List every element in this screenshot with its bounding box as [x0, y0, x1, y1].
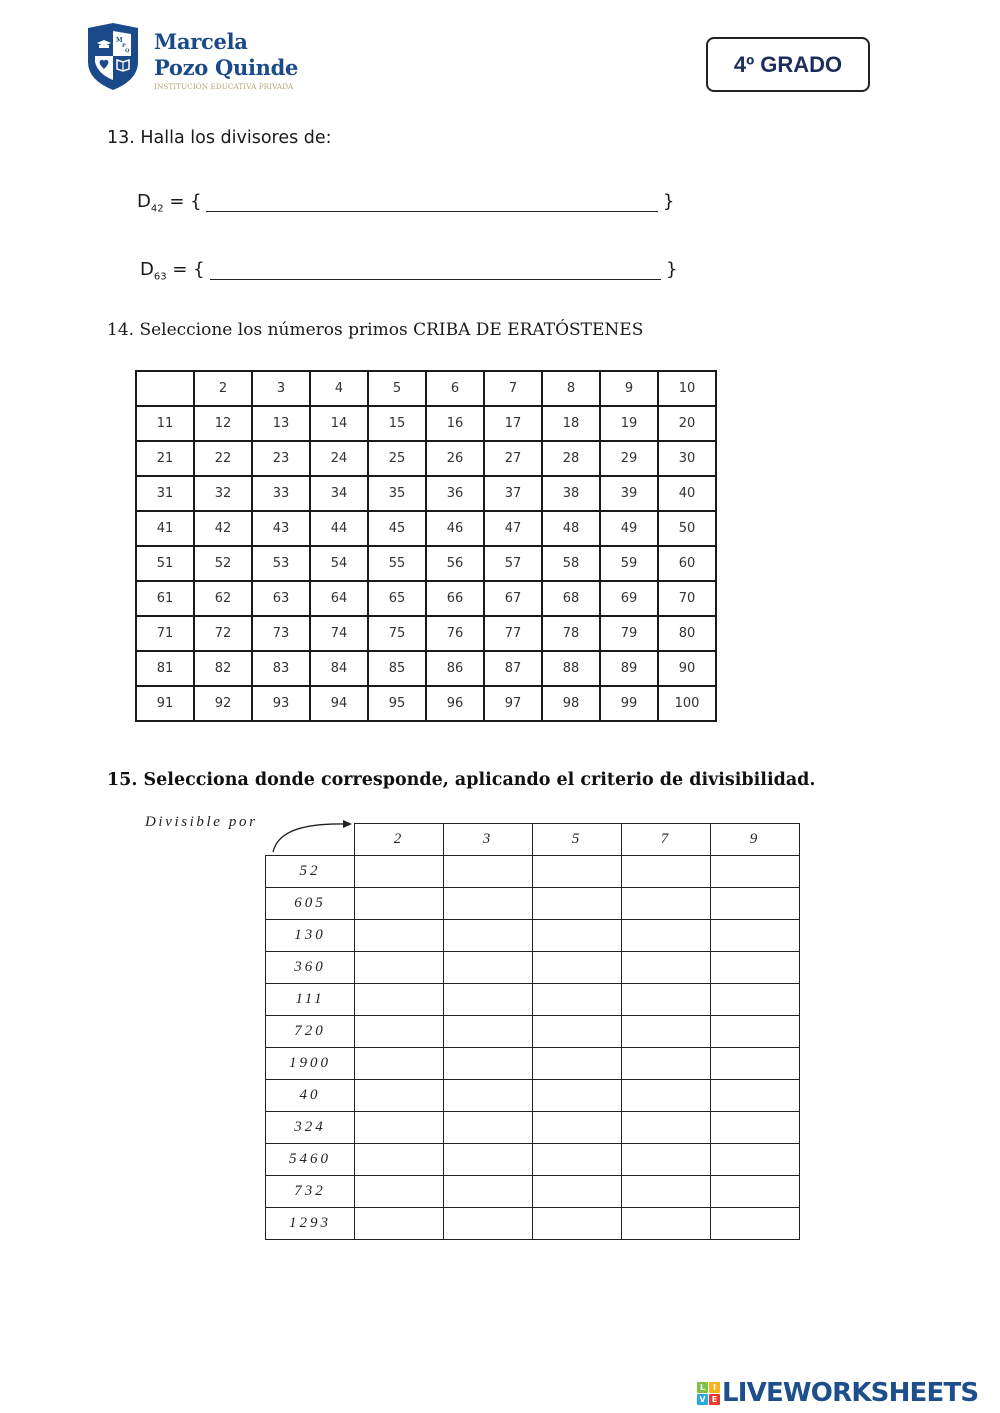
- sieve-number-cell[interactable]: 32: [194, 476, 252, 511]
- subscript: 42: [150, 203, 164, 215]
- divisibility-answer-cell[interactable]: [711, 888, 800, 920]
- divisibility-answer-cell[interactable]: [711, 952, 800, 984]
- sieve-number-cell[interactable]: 59: [600, 546, 658, 581]
- sieve-number-cell[interactable]: 98: [542, 686, 600, 721]
- divisors-42-close-brace: }: [663, 191, 675, 212]
- sieve-number-cell[interactable]: 43: [252, 511, 310, 546]
- sieve-number-cell[interactable]: 4: [310, 371, 368, 406]
- sieve-number-cell[interactable]: 65: [368, 581, 426, 616]
- sieve-number-cell[interactable]: 71: [136, 616, 194, 651]
- divisors-42-input[interactable]: [206, 211, 658, 212]
- sieve-number-cell[interactable]: 50: [658, 511, 716, 546]
- divisibility-answer-cell[interactable]: [622, 984, 711, 1016]
- sieve-number-cell[interactable]: 13: [252, 406, 310, 441]
- divisibility-answer-cell[interactable]: [444, 952, 533, 984]
- sieve-number-cell[interactable]: 8: [542, 371, 600, 406]
- sieve-number-cell[interactable]: 81: [136, 651, 194, 686]
- divisibility-answer-cell[interactable]: [622, 1208, 711, 1240]
- divisibility-answer-cell[interactable]: [444, 984, 533, 1016]
- sieve-number-cell[interactable]: 66: [426, 581, 484, 616]
- sieve-number-cell[interactable]: 87: [484, 651, 542, 686]
- sieve-number-cell[interactable]: 16: [426, 406, 484, 441]
- sieve-number-cell[interactable]: 79: [600, 616, 658, 651]
- divisibility-answer-cell[interactable]: [444, 1112, 533, 1144]
- sieve-number-cell[interactable]: 82: [194, 651, 252, 686]
- divisibility-answer-cell[interactable]: [622, 888, 711, 920]
- sieve-number-cell[interactable]: 7: [484, 371, 542, 406]
- divisibility-answer-cell[interactable]: [533, 1144, 622, 1176]
- sieve-of-eratosthenes-grid: [135, 370, 717, 722]
- sieve-number-cell[interactable]: 77: [484, 616, 542, 651]
- sieve-number-cell[interactable]: 25: [368, 441, 426, 476]
- divisor-header: 7: [622, 824, 711, 856]
- divisibility-answer-cell[interactable]: [444, 1016, 533, 1048]
- sieve-empty-cell: [136, 371, 194, 406]
- number-label: 605: [266, 888, 355, 920]
- sieve-number-cell[interactable]: 40: [658, 476, 716, 511]
- sieve-number-cell[interactable]: 100: [658, 686, 716, 721]
- table-row: [266, 1016, 800, 1048]
- sieve-number-cell[interactable]: 11: [136, 406, 194, 441]
- sieve-number-cell[interactable]: 54: [310, 546, 368, 581]
- divisibility-answer-cell[interactable]: [711, 1048, 800, 1080]
- sieve-number-cell[interactable]: 14: [310, 406, 368, 441]
- divisor-header: 3: [444, 824, 533, 856]
- sieve-number-cell[interactable]: 56: [426, 546, 484, 581]
- divisibility-answer-cell[interactable]: [622, 856, 711, 888]
- divisibility-answer-cell[interactable]: [444, 1080, 533, 1112]
- sieve-number-cell[interactable]: 23: [252, 441, 310, 476]
- sieve-number-cell[interactable]: 36: [426, 476, 484, 511]
- sieve-number-cell[interactable]: 84: [310, 651, 368, 686]
- divisibility-answer-cell[interactable]: [711, 856, 800, 888]
- divisibility-answer-cell[interactable]: [711, 984, 800, 1016]
- divisibility-answer-cell[interactable]: [622, 1016, 711, 1048]
- sieve-number-cell[interactable]: 57: [484, 546, 542, 581]
- divisibility-answer-cell[interactable]: [444, 1176, 533, 1208]
- divisibility-answer-cell[interactable]: [622, 952, 711, 984]
- divisibility-answer-cell[interactable]: [711, 1208, 800, 1240]
- divisibility-answer-cell[interactable]: [711, 1176, 800, 1208]
- sieve-number-cell[interactable]: 33: [252, 476, 310, 511]
- sieve-number-cell[interactable]: 73: [252, 616, 310, 651]
- sieve-number-cell[interactable]: 72: [194, 616, 252, 651]
- divisibility-answer-cell[interactable]: [622, 1176, 711, 1208]
- sieve-number-cell[interactable]: 6: [426, 371, 484, 406]
- sieve-number-cell[interactable]: 38: [542, 476, 600, 511]
- table-row: [266, 1112, 800, 1144]
- divisibility-answer-cell[interactable]: [444, 1048, 533, 1080]
- liveworksheets-logo: [697, 1380, 978, 1406]
- table-row: [266, 1144, 800, 1176]
- divisors-63-label: $D_{63}$ = {: [140, 259, 205, 283]
- divisibility-answer-cell[interactable]: [355, 1016, 444, 1048]
- question-15-title: 15. Selecciona donde corresponde, aplicando el criterio de divisibilidad.: [107, 770, 816, 790]
- divisibility-answer-cell[interactable]: [533, 920, 622, 952]
- number-label: 52: [266, 856, 355, 888]
- sieve-number-cell[interactable]: 97: [484, 686, 542, 721]
- divisibility-answer-cell[interactable]: [622, 1080, 711, 1112]
- table-row: [266, 920, 800, 952]
- sieve-number-cell[interactable]: 47: [484, 511, 542, 546]
- live-blocks-icon: L I V E: [697, 1382, 720, 1405]
- sieve-row: [136, 476, 716, 511]
- divisibility-answer-cell[interactable]: [355, 1144, 444, 1176]
- divisibility-answer-cell[interactable]: [711, 1016, 800, 1048]
- number-label: 40: [266, 1080, 355, 1112]
- divisibility-answer-cell[interactable]: [533, 1080, 622, 1112]
- table-row: [266, 1048, 800, 1080]
- sieve-number-cell[interactable]: 3: [252, 371, 310, 406]
- number-label: 130: [266, 920, 355, 952]
- sieve-number-cell[interactable]: 39: [600, 476, 658, 511]
- divisibility-answer-cell[interactable]: [444, 1208, 533, 1240]
- divisor-header: 2: [355, 824, 444, 856]
- liveworksheets-wordmark: LIVEWORKSHEETS: [722, 1378, 979, 1408]
- number-label: 1293: [266, 1208, 355, 1240]
- sieve-number-cell[interactable]: 58: [542, 546, 600, 581]
- divisibility-answer-cell[interactable]: [533, 984, 622, 1016]
- divisibility-answer-cell[interactable]: [355, 856, 444, 888]
- sieve-number-cell[interactable]: 19: [600, 406, 658, 441]
- divisibility-answer-cell[interactable]: [444, 856, 533, 888]
- sieve-number-cell[interactable]: 76: [426, 616, 484, 651]
- divisibility-table: [265, 823, 800, 1240]
- sieve-number-cell[interactable]: 12: [194, 406, 252, 441]
- divisibility-answer-cell[interactable]: [444, 920, 533, 952]
- number-label: 720: [266, 1016, 355, 1048]
- sieve-number-cell[interactable]: 94: [310, 686, 368, 721]
- sieve-number-cell[interactable]: 90: [658, 651, 716, 686]
- table-corner: [266, 824, 355, 856]
- sieve-number-cell[interactable]: 42: [194, 511, 252, 546]
- sieve-number-cell[interactable]: 53: [252, 546, 310, 581]
- divisibility-answer-cell[interactable]: [355, 1208, 444, 1240]
- number-label: 732: [266, 1176, 355, 1208]
- sieve-number-cell[interactable]: 99: [600, 686, 658, 721]
- sieve-number-cell[interactable]: 49: [600, 511, 658, 546]
- table-row: [266, 952, 800, 984]
- divisibility-answer-cell[interactable]: [355, 1112, 444, 1144]
- sieve-number-cell[interactable]: 21: [136, 441, 194, 476]
- sieve-number-cell[interactable]: 17: [484, 406, 542, 441]
- divisibility-answer-cell[interactable]: [355, 888, 444, 920]
- sieve-number-cell[interactable]: 31: [136, 476, 194, 511]
- sieve-row: [136, 546, 716, 581]
- subscript: 63: [153, 271, 167, 283]
- sieve-number-cell[interactable]: 9: [600, 371, 658, 406]
- divisors-63-close-brace: }: [666, 259, 678, 280]
- sieve-number-cell[interactable]: 78: [542, 616, 600, 651]
- divisibility-answer-cell[interactable]: [711, 1080, 800, 1112]
- table-row: [266, 888, 800, 920]
- shield-crest-icon: [84, 22, 142, 92]
- sieve-row: [136, 441, 716, 476]
- divisibility-answer-cell[interactable]: [533, 1208, 622, 1240]
- divisibility-answer-cell[interactable]: [533, 1048, 622, 1080]
- divisibility-answer-cell[interactable]: [355, 920, 444, 952]
- divisibility-answer-cell[interactable]: [533, 1016, 622, 1048]
- divisibility-answer-cell[interactable]: [711, 1112, 800, 1144]
- sieve-number-cell[interactable]: 92: [194, 686, 252, 721]
- sieve-number-cell[interactable]: 74: [310, 616, 368, 651]
- sieve-number-cell[interactable]: 63: [252, 581, 310, 616]
- divisibility-answer-cell[interactable]: [355, 984, 444, 1016]
- sieve-number-cell[interactable]: 29: [600, 441, 658, 476]
- divisibility-answer-cell[interactable]: [533, 1112, 622, 1144]
- sieve-number-cell[interactable]: 64: [310, 581, 368, 616]
- sieve-number-cell[interactable]: 67: [484, 581, 542, 616]
- sieve-number-cell[interactable]: 93: [252, 686, 310, 721]
- sieve-number-cell[interactable]: 68: [542, 581, 600, 616]
- number-label: 360: [266, 952, 355, 984]
- divisibility-answer-cell[interactable]: [711, 920, 800, 952]
- divisibility-answer-cell[interactable]: [533, 952, 622, 984]
- sieve-row: [136, 616, 716, 651]
- number-label: 324: [266, 1112, 355, 1144]
- divisibility-answer-cell[interactable]: [622, 1048, 711, 1080]
- sieve-number-cell[interactable]: 83: [252, 651, 310, 686]
- table-row: [266, 1080, 800, 1112]
- sieve-number-cell[interactable]: 69: [600, 581, 658, 616]
- sieve-number-cell[interactable]: 2: [194, 371, 252, 406]
- table-row: [266, 984, 800, 1016]
- sieve-number-cell[interactable]: 30: [658, 441, 716, 476]
- divisibility-answer-cell[interactable]: [533, 856, 622, 888]
- sieve-number-cell[interactable]: 88: [542, 651, 600, 686]
- sieve-row: [136, 686, 716, 721]
- sieve-row: [136, 371, 716, 406]
- question-13-title: 13. Halla los divisores de:: [107, 128, 332, 148]
- sieve-number-cell[interactable]: 61: [136, 581, 194, 616]
- sieve-number-cell[interactable]: 52: [194, 546, 252, 581]
- divisible-by-label: Divisible por: [145, 814, 258, 830]
- sieve-number-cell[interactable]: 20: [658, 406, 716, 441]
- divisibility-answer-cell[interactable]: [355, 1080, 444, 1112]
- logo-name-line1: Marcela: [154, 29, 248, 54]
- school-logo: [84, 22, 314, 94]
- sieve-row: [136, 581, 716, 616]
- divisor-header-row: [266, 824, 800, 856]
- sieve-number-cell[interactable]: 75: [368, 616, 426, 651]
- sieve-number-cell[interactable]: 28: [542, 441, 600, 476]
- divisibility-answer-cell[interactable]: [444, 888, 533, 920]
- sieve-number-cell[interactable]: 44: [310, 511, 368, 546]
- divisors-63-input[interactable]: [210, 279, 661, 280]
- sieve-number-cell[interactable]: 55: [368, 546, 426, 581]
- number-label: 1900: [266, 1048, 355, 1080]
- sieve-number-cell[interactable]: 48: [542, 511, 600, 546]
- question-14-title: 14. Seleccione los números primos CRIBA DE ERATÓSTENES: [107, 320, 644, 340]
- sieve-number-cell[interactable]: 62: [194, 581, 252, 616]
- table-row: [266, 1176, 800, 1208]
- table-row: [266, 856, 800, 888]
- grade-badge: 4º GRADO: [706, 37, 870, 92]
- sieve-number-cell[interactable]: 26: [426, 441, 484, 476]
- sieve-number-cell[interactable]: 24: [310, 441, 368, 476]
- divisibility-answer-cell[interactable]: [533, 888, 622, 920]
- sieve-number-cell[interactable]: 80: [658, 616, 716, 651]
- sieve-row: [136, 406, 716, 441]
- divisibility-answer-cell[interactable]: [622, 1112, 711, 1144]
- sieve-number-cell[interactable]: 10: [658, 371, 716, 406]
- sieve-number-cell[interactable]: 86: [426, 651, 484, 686]
- sieve-number-cell[interactable]: 70: [658, 581, 716, 616]
- sieve-number-cell[interactable]: 35: [368, 476, 426, 511]
- logo-name-line2: Pozo Quinde: [154, 55, 299, 80]
- sieve-number-cell[interactable]: 45: [368, 511, 426, 546]
- sieve-row: [136, 511, 716, 546]
- sieve-number-cell[interactable]: 41: [136, 511, 194, 546]
- sieve-number-cell[interactable]: 15: [368, 406, 426, 441]
- sieve-number-cell[interactable]: 18: [542, 406, 600, 441]
- divisibility-answer-cell[interactable]: [533, 1176, 622, 1208]
- sieve-row: [136, 651, 716, 686]
- sieve-number-cell[interactable]: 37: [484, 476, 542, 511]
- divisibility-answer-cell[interactable]: [355, 952, 444, 984]
- sieve-number-cell[interactable]: 89: [600, 651, 658, 686]
- sieve-number-cell[interactable]: 95: [368, 686, 426, 721]
- sieve-number-cell[interactable]: 60: [658, 546, 716, 581]
- divisor-header: 9: [711, 824, 800, 856]
- sieve-number-cell[interactable]: 5: [368, 371, 426, 406]
- svg-text:M: M: [116, 37, 123, 44]
- divisibility-answer-cell[interactable]: [355, 1176, 444, 1208]
- divisibility-answer-cell[interactable]: [444, 1144, 533, 1176]
- table-row: [266, 1208, 800, 1240]
- sieve-number-cell[interactable]: 51: [136, 546, 194, 581]
- divisors-42-label: $D_{42}$ = {: [137, 191, 202, 215]
- sieve-number-cell[interactable]: 27: [484, 441, 542, 476]
- divisibility-answer-cell[interactable]: [355, 1048, 444, 1080]
- number-label: 111: [266, 984, 355, 1016]
- sieve-number-cell[interactable]: 85: [368, 651, 426, 686]
- divisor-header: 5: [533, 824, 622, 856]
- sieve-number-cell[interactable]: 46: [426, 511, 484, 546]
- number-label: 5460: [266, 1144, 355, 1176]
- svg-text:Q: Q: [125, 48, 130, 54]
- divisibility-answer-cell[interactable]: [622, 1144, 711, 1176]
- sieve-number-cell[interactable]: 22: [194, 441, 252, 476]
- divisibility-answer-cell[interactable]: [622, 920, 711, 952]
- sieve-number-cell[interactable]: 96: [426, 686, 484, 721]
- svg-text:P: P: [122, 43, 126, 49]
- sieve-number-cell[interactable]: 91: [136, 686, 194, 721]
- divisibility-answer-cell[interactable]: [711, 1144, 800, 1176]
- sieve-number-cell[interactable]: 34: [310, 476, 368, 511]
- logo-subtitle: INSTITUCIÓN EDUCATIVA PRIVADA: [154, 82, 294, 91]
